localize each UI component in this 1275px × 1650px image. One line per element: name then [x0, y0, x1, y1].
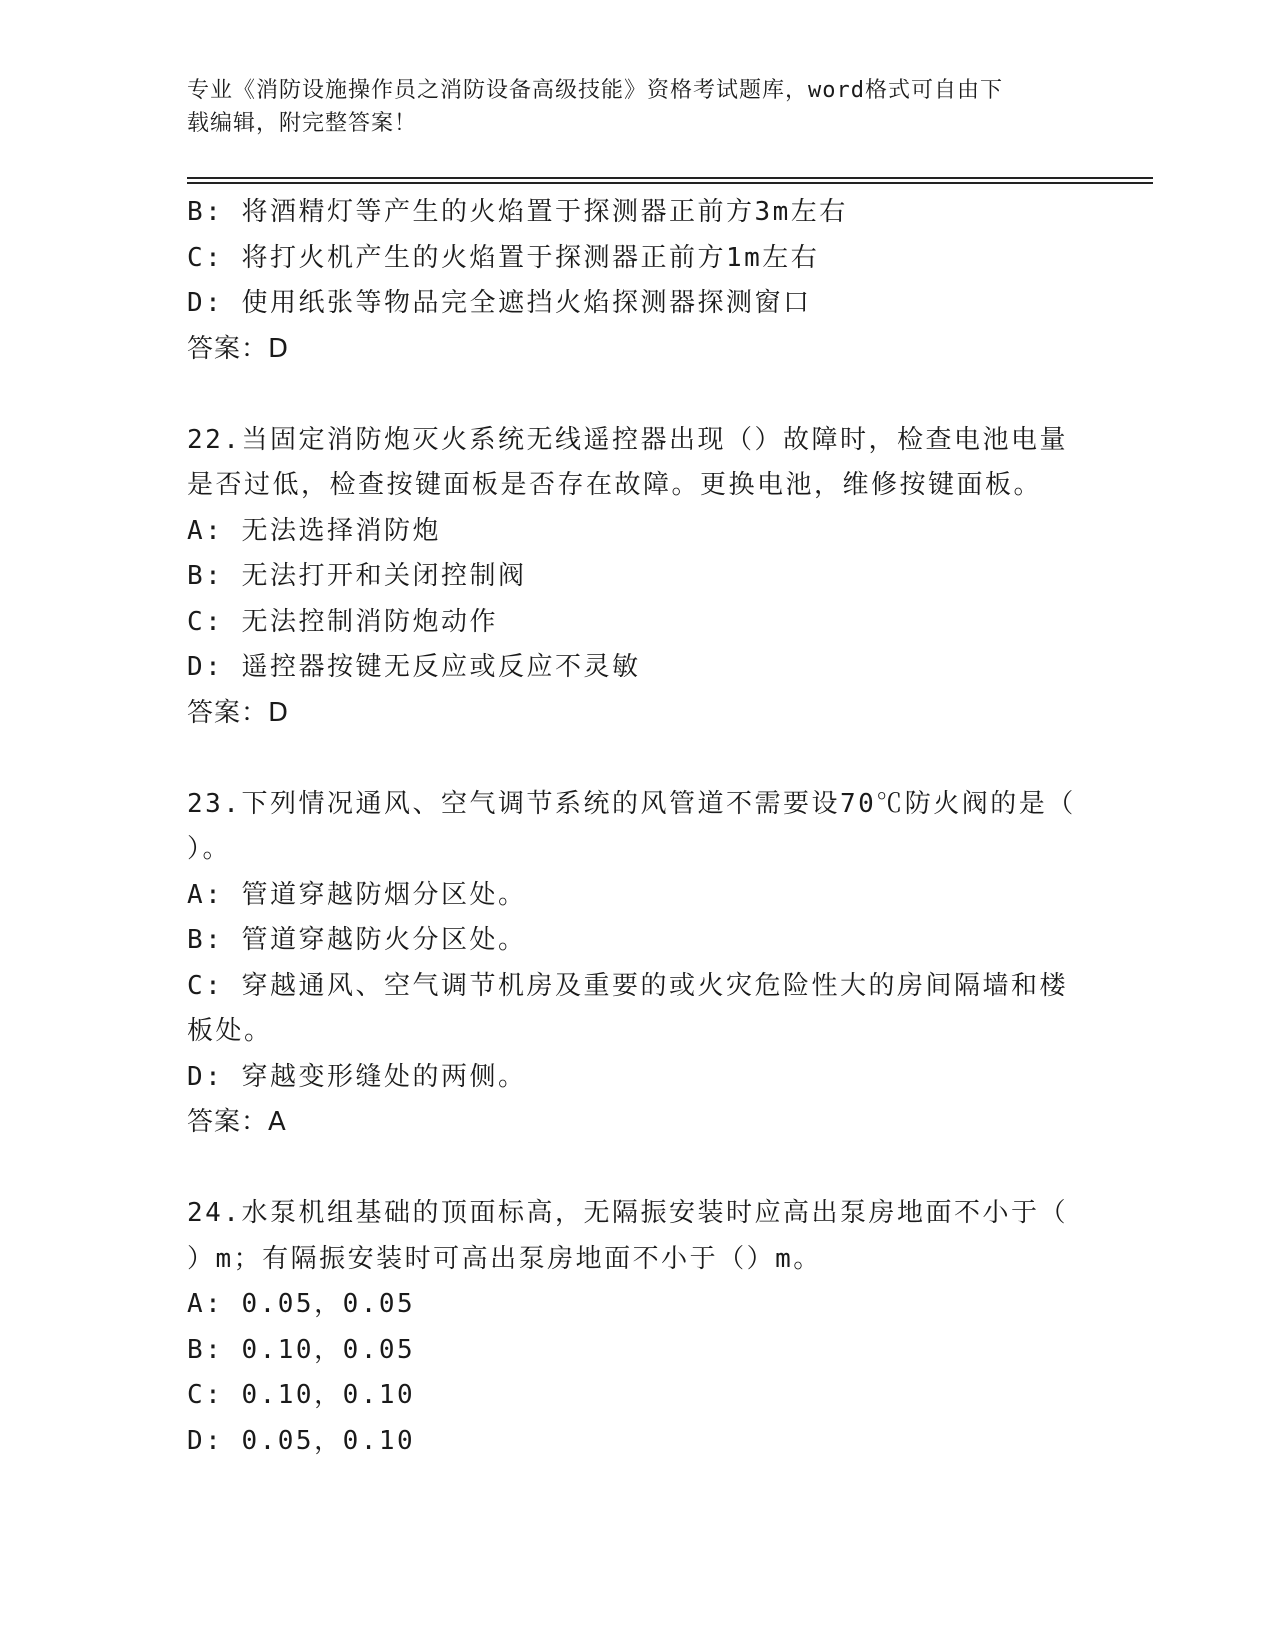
- spacer: [187, 372, 1087, 418]
- header-divider-bottom: [187, 182, 1153, 184]
- q24-option-a: A: 0.05，0.05: [187, 1289, 416, 1319]
- q22-stem-line-1: 22.当固定消防炮灭火系统无线遥控器出现（）故障时，检查电池电量: [187, 424, 1068, 455]
- question-23: [187, 782, 1087, 1146]
- question-21-tail: [187, 190, 1087, 372]
- q23-option-c-line-2: 板处。: [187, 1016, 273, 1046]
- q23-answer: 答案：A: [187, 1107, 287, 1137]
- question-content: [187, 190, 1087, 1464]
- document-header: [187, 74, 1087, 140]
- question-24: [187, 1191, 1087, 1464]
- q21-option-c: C: 将打火机产生的火焰置于探测器正前方1m左右: [187, 242, 820, 273]
- q22-option-c: C: 无法控制消防炮动作: [187, 606, 498, 637]
- q24-stem-line-1: 24.水泵机组基础的顶面标高，无隔振安装时应高出泵房地面不小于（: [187, 1198, 1068, 1228]
- q23-stem-line-2: ）。: [187, 834, 232, 864]
- q22-answer: 答案：D: [187, 697, 290, 728]
- q24-stem-line-2: ）m；有隔振安装时可高出泵房地面不小于（）m。: [187, 1243, 822, 1274]
- header-divider-top: [187, 177, 1153, 179]
- q23-stem-line-1: 23.下列情况通风、空气调节系统的风管道不需要设70℃防火阀的是（: [187, 788, 1076, 819]
- q23-option-a: A: 管道穿越防烟分区处。: [187, 879, 527, 910]
- spacer: [187, 736, 1087, 782]
- q24-option-d: D: 0.05，0.10: [187, 1425, 416, 1456]
- q21-option-d: D: 使用纸张等物品完全遮挡火焰探测器探测窗口: [187, 288, 812, 318]
- q22-option-a: A: 无法选择消防炮: [187, 515, 441, 546]
- q21-answer: 答案：D: [187, 333, 290, 364]
- q23-option-d: D: 穿越变形缝处的两侧。: [187, 1061, 527, 1092]
- header-line-2: 载编辑，附完整答案！: [187, 111, 418, 136]
- q24-option-c: C: 0.10，0.10: [187, 1380, 416, 1410]
- q21-option-b: B: 将酒精灯等产生的火焰置于探测器正前方3m左右: [187, 197, 848, 227]
- q24-option-b: B: 0.10，0.05: [187, 1334, 416, 1365]
- q23-option-c-line-1: C: 穿越通风、空气调节机房及重要的或火灾危险性大的房间隔墙和楼: [187, 970, 1068, 1001]
- question-22: [187, 418, 1087, 737]
- header-line-1: 专业《消防设施操作员之消防设备高级技能》资格考试题库，word格式可自由下: [187, 78, 1003, 103]
- q22-option-b: B: 无法打开和关闭控制阀: [187, 561, 527, 591]
- q22-stem-line-2: 是否过低，检查按键面板是否存在故障。更换电池，维修按键面板。: [187, 470, 1043, 500]
- q23-option-b: B: 管道穿越防火分区处。: [187, 925, 527, 955]
- spacer: [187, 1146, 1087, 1192]
- q22-option-d: D: 遥控器按键无反应或反应不灵敏: [187, 652, 641, 682]
